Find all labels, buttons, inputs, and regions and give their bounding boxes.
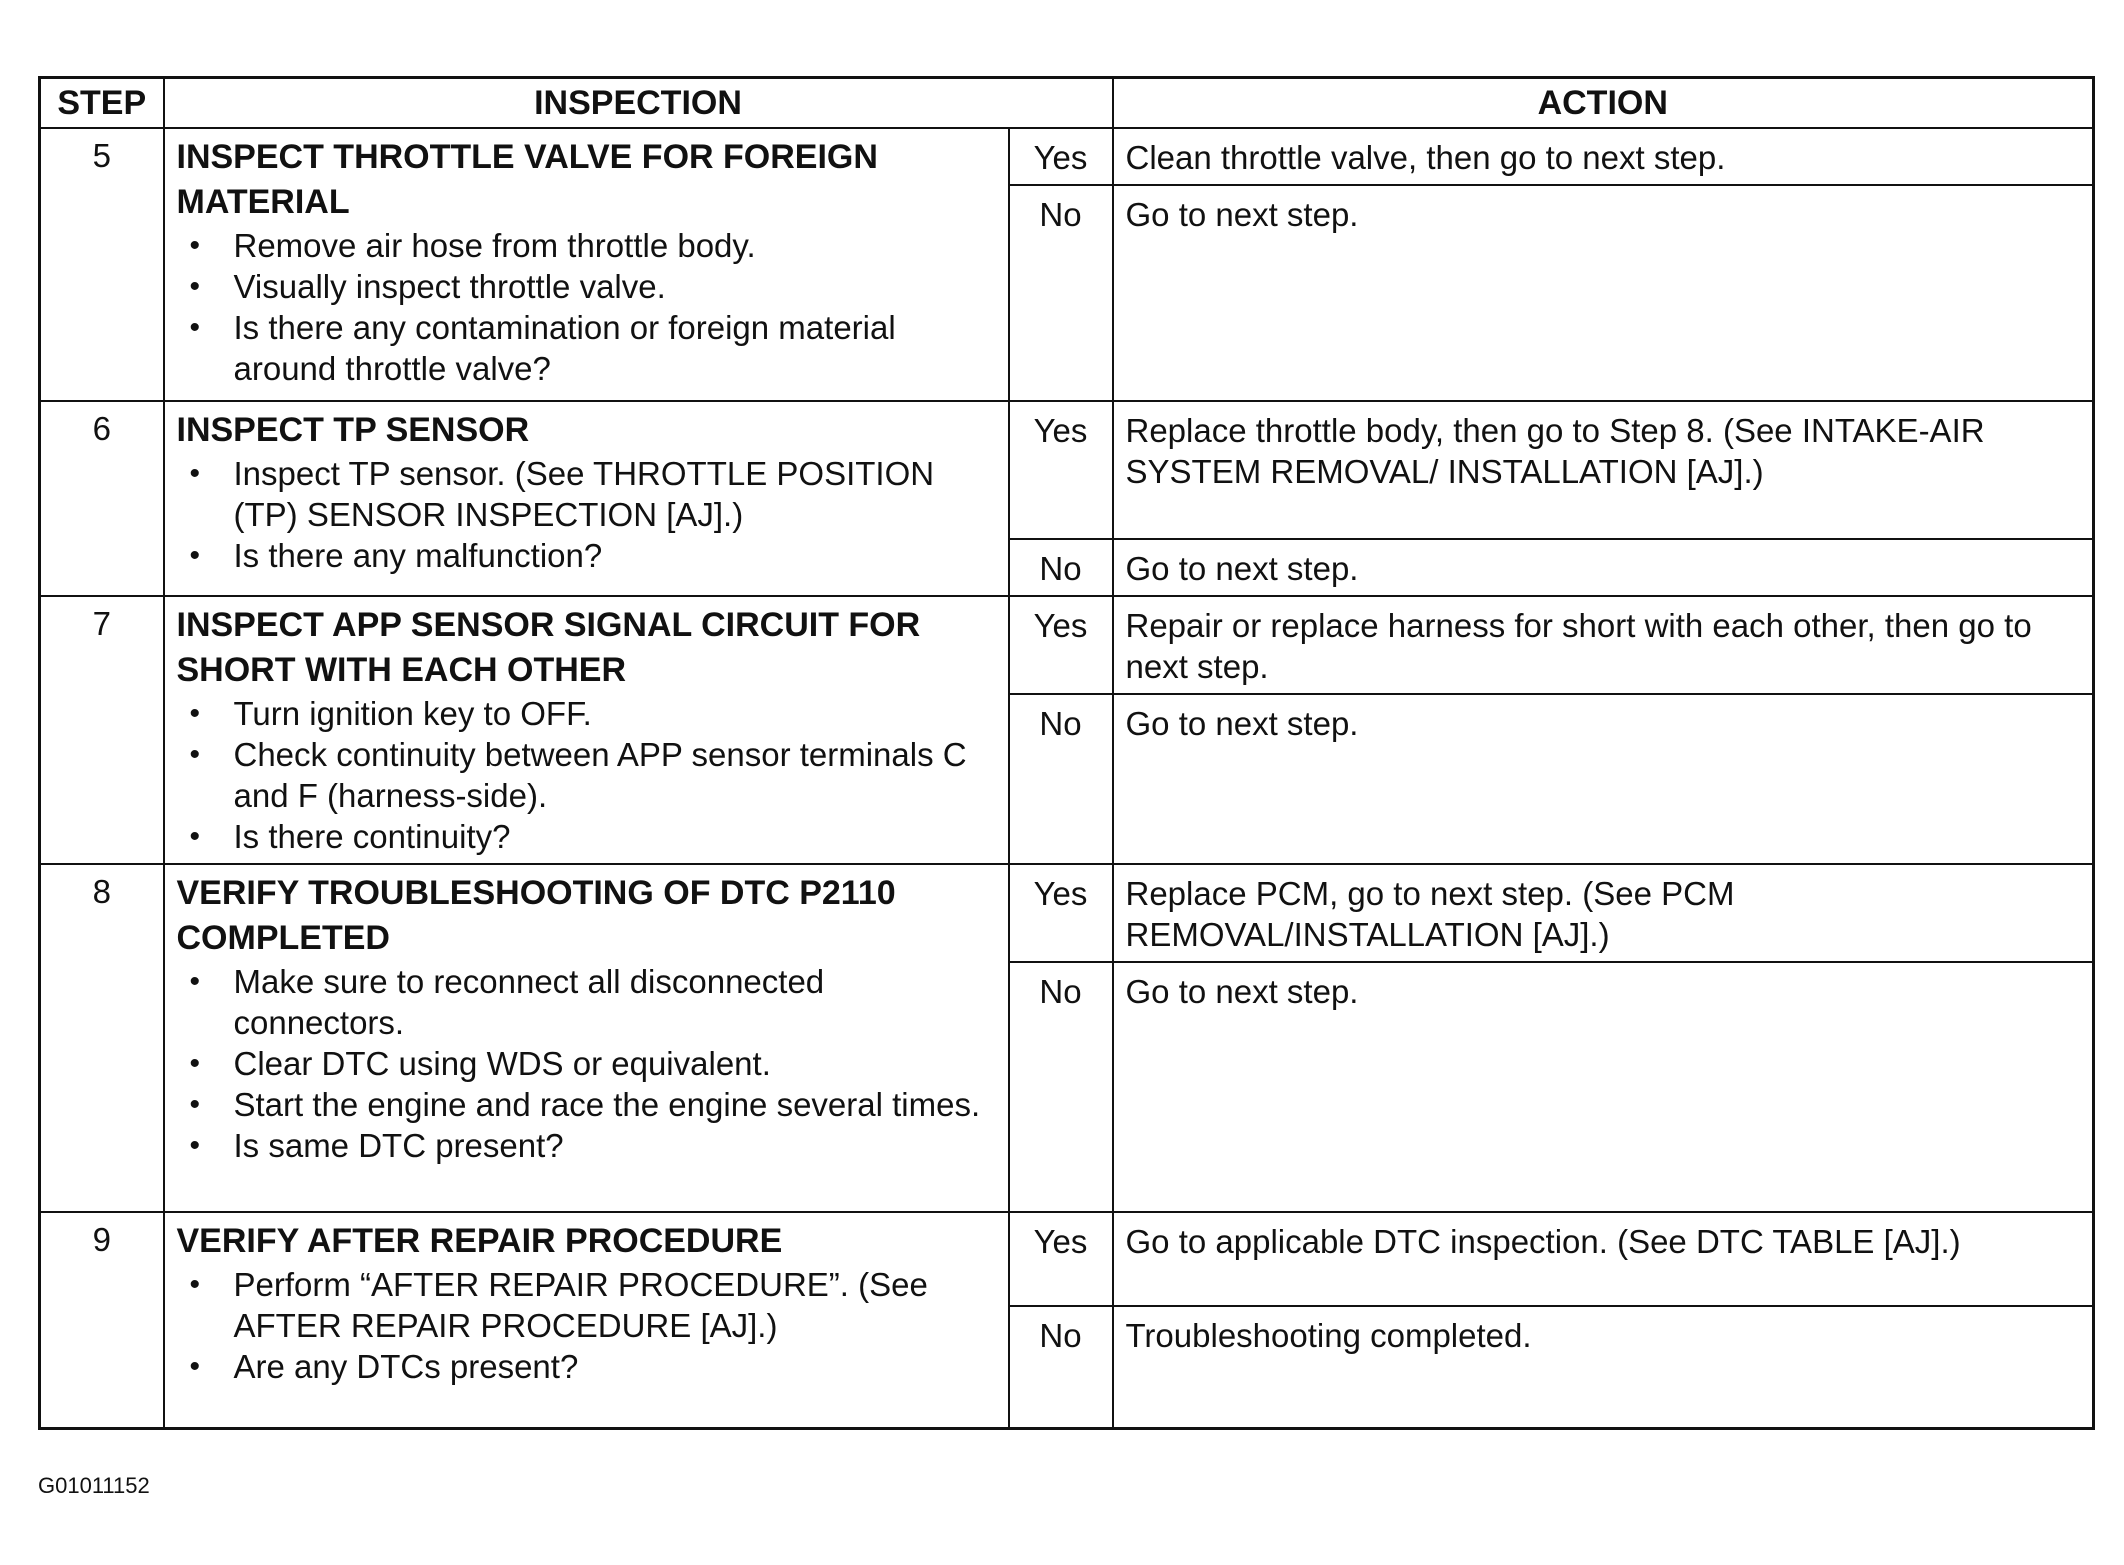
header-inspection: INSPECTION [164, 78, 1113, 129]
inspection-cell [164, 401, 1009, 596]
no-action: Go to next step. [1113, 539, 2094, 596]
no-action: Troubleshooting completed. [1113, 1306, 2094, 1429]
header-row [40, 78, 2094, 129]
figure-id: G01011152 [38, 1473, 150, 1498]
no-action: Go to next step. [1113, 185, 2094, 401]
step-number: 5 [40, 128, 164, 401]
yes-label: Yes [1009, 1212, 1113, 1306]
inspection-title: VERIFY AFTER REPAIR PROCEDURE [176, 1222, 783, 1260]
yes-action: Go to applicable DTC inspection. (See DTC TABLE [AJ].) [1113, 1212, 2094, 1306]
inspection-title: VERIFY TROUBLESHOOTING OF DTC P2110 COMPLETED [176, 874, 896, 957]
yes-action: Replace PCM, go to next step. (See PCM REMOVAL/INSTALLATION [AJ].) [1113, 864, 2094, 962]
inspection-item: • Is there any contamination or foreign material around throttle valve? [234, 307, 996, 389]
inspection-item: • Are any DTCs present? [234, 1346, 996, 1387]
inspection-item: • Turn ignition key to OFF. [234, 693, 996, 734]
yes-label: Yes [1009, 128, 1113, 185]
yes-action: Repair or replace harness for short with each other, then go to next step. [1113, 596, 2094, 694]
yes-action: Clean throttle valve, then go to next step. [1113, 128, 2094, 185]
inspection-item: • Is there continuity? [234, 816, 996, 857]
inspection-title: INSPECT TP SENSOR [176, 411, 530, 449]
inspection-item: • Inspect TP sensor. (See THROTTLE POSITION (TP) SENSOR INSPECTION [AJ].) [234, 453, 996, 535]
step-number: 8 [40, 864, 164, 1212]
no-action: Go to next step. [1113, 694, 2094, 864]
inspection-cell [164, 864, 1009, 1212]
no-label: No [1009, 694, 1113, 864]
no-label: No [1009, 1306, 1113, 1429]
table-row [40, 864, 2094, 962]
inspection-item: • Is there any malfunction? [234, 535, 996, 576]
step-number: 6 [40, 401, 164, 596]
inspection-item: • Make sure to reconnect all disconnected connectors. [234, 961, 996, 1043]
no-action: Go to next step. [1113, 962, 2094, 1212]
inspection-item: • Is same DTC present? [234, 1125, 996, 1166]
no-label: No [1009, 962, 1113, 1212]
yes-label: Yes [1009, 596, 1113, 694]
no-label: No [1009, 185, 1113, 401]
inspection-item: • Perform “AFTER REPAIR PROCEDURE”. (See AFTER REPAIR PROCEDURE [AJ].) [234, 1264, 996, 1346]
table-row [40, 596, 2094, 694]
inspection-item: • Start the engine and race the engine several times. [234, 1084, 996, 1125]
inspection-title: INSPECT APP SENSOR SIGNAL CIRCUIT FOR SHORT WITH EACH OTHER [176, 606, 921, 689]
inspection-title: INSPECT THROTTLE VALVE FOR FOREIGN MATERIAL [176, 138, 878, 221]
header-step: STEP [40, 78, 164, 129]
yes-label: Yes [1009, 864, 1113, 962]
table-row [40, 1212, 2094, 1306]
inspection-cell [164, 128, 1009, 401]
header-action: ACTION [1113, 78, 2094, 129]
table-row [40, 128, 2094, 185]
inspection-cell [164, 596, 1009, 864]
table-row [40, 401, 2094, 539]
yes-action: Replace throttle body, then go to Step 8. (See INTAKE-AIR SYSTEM REMOVAL/ INSTALLATION [AJ].) [1113, 401, 2094, 539]
inspection-item: • Visually inspect throttle valve. [234, 266, 996, 307]
step-number: 9 [40, 1212, 164, 1429]
inspection-item: • Remove air hose from throttle body. [234, 225, 996, 266]
diagnostic-table [38, 76, 2095, 1430]
inspection-item: • Clear DTC using WDS or equivalent. [234, 1043, 996, 1084]
inspection-cell [164, 1212, 1009, 1429]
no-label: No [1009, 539, 1113, 596]
inspection-item: • Check continuity between APP sensor terminals C and F (harness-side). [234, 734, 996, 816]
yes-label: Yes [1009, 401, 1113, 539]
step-number: 7 [40, 596, 164, 864]
